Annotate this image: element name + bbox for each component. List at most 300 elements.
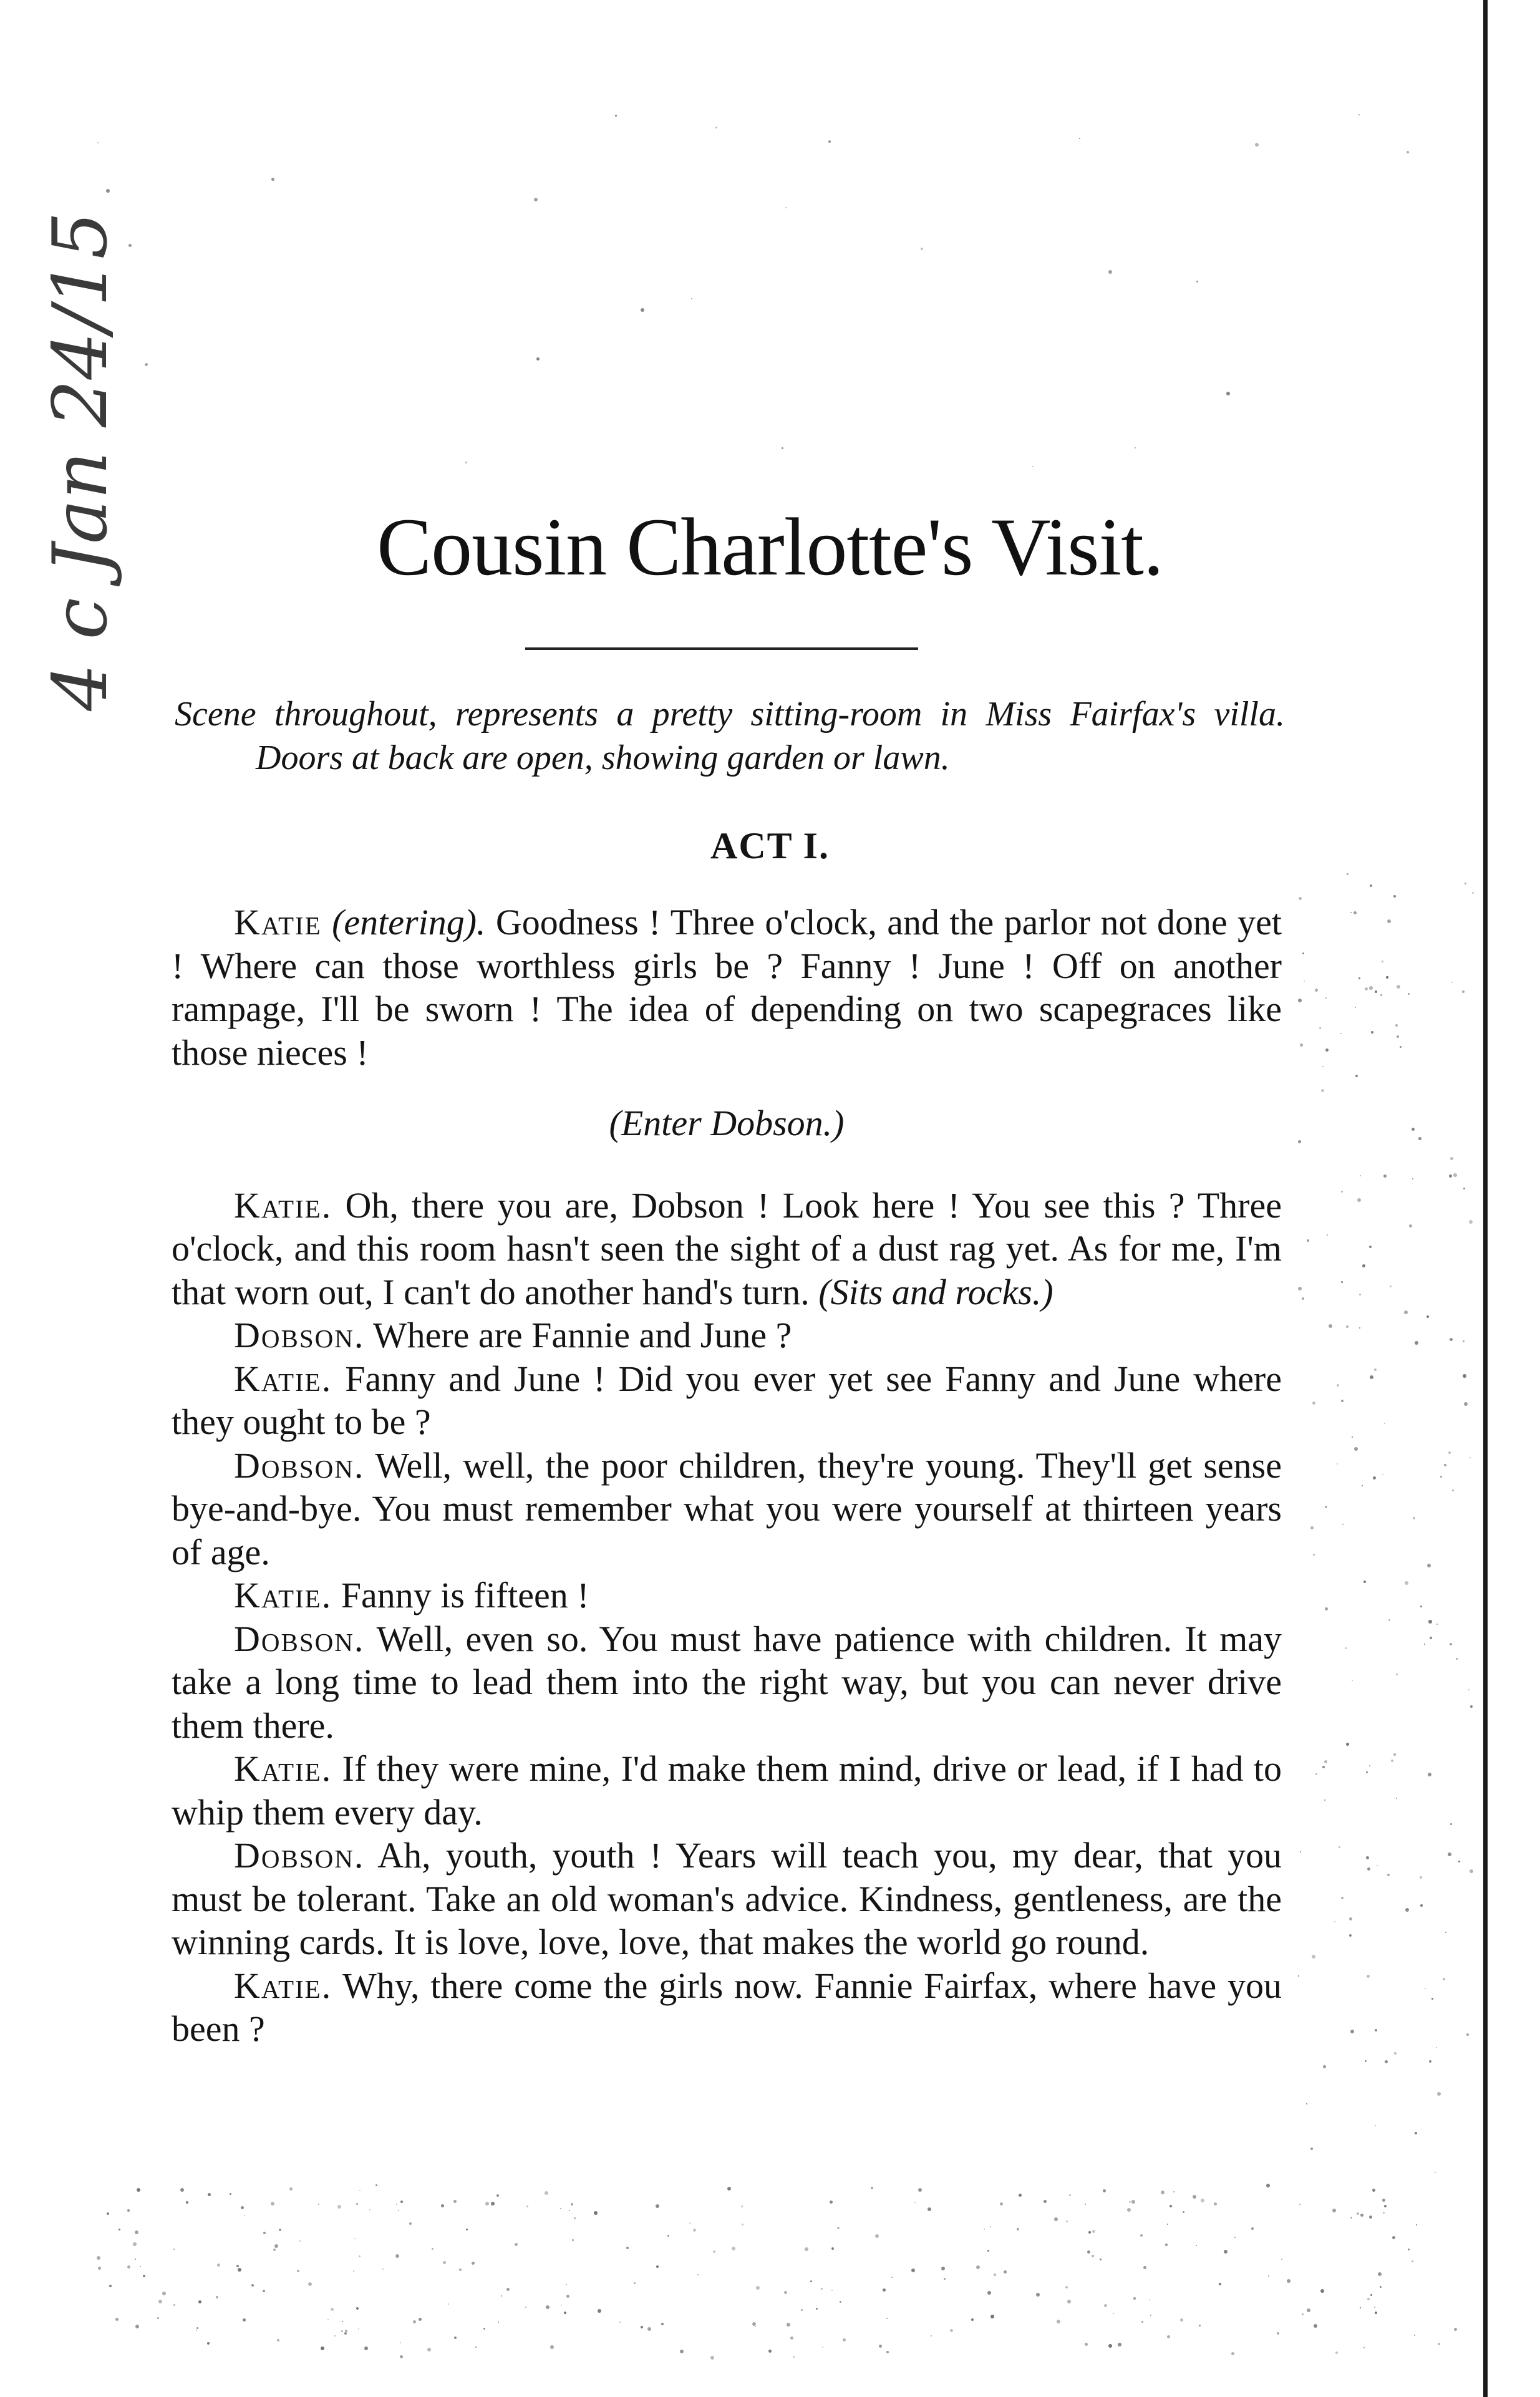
- print-speck: [318, 2204, 319, 2205]
- print-speck: [243, 2318, 246, 2322]
- print-speck: [1427, 1564, 1431, 1567]
- print-speck: [641, 2326, 643, 2328]
- print-speck: [1315, 1773, 1317, 1775]
- print-speck: [395, 2254, 399, 2258]
- print-speck: [97, 2256, 100, 2260]
- print-speck: [752, 2322, 756, 2326]
- print-speck: [358, 2328, 359, 2330]
- print-speck: [1464, 1402, 1468, 1406]
- print-speck: [1167, 2335, 1170, 2338]
- speech-text: Fanny and June ! Did you ever yet see Fanny and June where they ought to be ?: [172, 1358, 1282, 1442]
- print-speck: [1407, 151, 1409, 153]
- print-speck: [1310, 2148, 1313, 2150]
- print-speck: [918, 2188, 922, 2192]
- print-speck: [273, 2249, 276, 2251]
- print-speck: [1448, 1451, 1451, 1454]
- print-speck: [454, 2336, 457, 2339]
- print-speck: [1454, 2328, 1457, 2331]
- print-speck: [1087, 2250, 1090, 2254]
- print-speck: [1430, 1637, 1432, 1639]
- print-speck: [1350, 2217, 1352, 2219]
- print-speck: [1298, 1975, 1299, 1977]
- print-speck: [732, 2247, 735, 2250]
- print-speck: [299, 2240, 301, 2242]
- print-speck: [337, 2205, 341, 2209]
- dialogue-line: [172, 1747, 1282, 1834]
- print-speck: [1472, 892, 1474, 894]
- print-speck: [1341, 1191, 1343, 1193]
- print-speck: [1420, 1904, 1423, 1907]
- print-speck: [1387, 1874, 1390, 1876]
- print-speck: [1362, 1485, 1363, 1486]
- print-speck: [710, 2356, 714, 2360]
- print-speck: [843, 2338, 846, 2341]
- print-speck: [364, 2346, 368, 2350]
- print-speck: [1357, 2212, 1359, 2215]
- stage-direction: (entering).: [332, 902, 486, 942]
- print-speck: [297, 2270, 299, 2272]
- print-speck: [1320, 2289, 1324, 2293]
- print-speck: [1367, 1867, 1370, 1871]
- print-speck: [1385, 2060, 1388, 2063]
- print-speck: [1409, 1224, 1412, 1228]
- print-speck: [127, 2209, 130, 2212]
- print-speck: [1382, 2199, 1385, 2202]
- print-speck: [238, 2268, 241, 2272]
- print-speck: [1131, 2200, 1135, 2204]
- print-speck: [1370, 2294, 1372, 2296]
- print-speck: [1268, 2275, 1269, 2277]
- dialogue-line: [172, 1964, 1282, 2051]
- print-speck: [1322, 1066, 1324, 1067]
- print-speck: [1391, 1760, 1393, 1762]
- print-speck: [641, 308, 644, 312]
- print-speck: [944, 2278, 946, 2280]
- print-speck: [1466, 2033, 1469, 2036]
- print-speck: [801, 2309, 803, 2311]
- print-speck: [441, 2204, 444, 2207]
- print-speck: [1149, 2299, 1150, 2300]
- print-speck: [1000, 2202, 1003, 2206]
- print-speck: [831, 2290, 833, 2291]
- speaker-name: Dobson.: [234, 1618, 365, 1659]
- print-speck: [546, 2305, 550, 2309]
- print-speck: [1032, 466, 1034, 467]
- print-speck: [1085, 2204, 1086, 2205]
- print-speck: [1444, 1464, 1446, 1466]
- print-speck: [1133, 2297, 1136, 2300]
- print-speck: [1383, 1174, 1387, 1178]
- print-speck: [1281, 2259, 1282, 2260]
- print-speck: [1369, 986, 1373, 990]
- print-speck: [1405, 1908, 1409, 1912]
- page-title: Cousin Charlotte's Visit.: [377, 501, 1163, 593]
- print-speck: [432, 2248, 433, 2250]
- print-speck: [990, 2315, 994, 2318]
- print-speck: [536, 357, 540, 361]
- print-speck: [1201, 2199, 1204, 2202]
- print-speck: [1400, 1046, 1402, 1048]
- print-speck: [1396, 1798, 1397, 1799]
- print-speck: [1397, 985, 1400, 989]
- print-speck: [1329, 1324, 1332, 1328]
- print-speck: [656, 2204, 659, 2208]
- speech-text: Well, well, the poor children, they're young. They'll get sense bye-and-bye. You must remember what you were yourself at thirteen years of age.: [172, 1445, 1282, 1572]
- print-speck: [251, 2284, 254, 2287]
- print-speck: [1100, 2259, 1102, 2260]
- print-speck: [230, 2193, 231, 2195]
- print-speck: [1350, 912, 1352, 913]
- print-speck: [1380, 2286, 1382, 2288]
- print-speck: [1341, 1400, 1344, 1402]
- speaker-name: Katie.: [234, 1184, 332, 1226]
- print-speck: [1382, 961, 1383, 962]
- print-speck: [1373, 1476, 1376, 1479]
- print-speck: [1366, 1771, 1368, 1773]
- dialogue-line: [172, 1834, 1282, 1964]
- print-speck: [1456, 1658, 1458, 1660]
- print-speck: [1173, 2191, 1174, 2192]
- print-speck: [534, 198, 538, 201]
- print-speck: [1054, 2217, 1058, 2221]
- print-speck: [1321, 1089, 1324, 1092]
- print-speck: [1057, 2320, 1060, 2323]
- print-speck: [1044, 2200, 1047, 2203]
- print-speck: [127, 2265, 130, 2269]
- print-speck: [207, 2342, 210, 2345]
- print-speck: [1412, 1178, 1413, 1179]
- print-speck: [400, 2201, 403, 2203]
- print-speck: [1436, 2047, 1437, 2048]
- print-speck: [419, 2318, 422, 2321]
- print-speck: [1453, 1173, 1457, 1177]
- print-speck: [971, 2318, 974, 2321]
- print-speck: [1360, 2214, 1363, 2217]
- print-speck: [1428, 1773, 1431, 1776]
- speaker-name: Dobson.: [234, 1315, 365, 1355]
- print-speck: [1085, 2343, 1088, 2346]
- print-speck: [491, 2202, 495, 2206]
- print-speck: [1300, 1044, 1303, 1047]
- print-speck: [1431, 1998, 1433, 2000]
- speech-text: Well, even so. You must have patience with children. It may take a long time to lead them into the right way, but you can never drive them there.: [172, 1618, 1282, 1746]
- print-speck: [1394, 2052, 1397, 2055]
- print-speck: [927, 2207, 931, 2211]
- print-speck: [1304, 981, 1305, 982]
- print-speck: [1412, 2260, 1413, 2262]
- print-speck: [1354, 1447, 1358, 1451]
- print-speck: [244, 2215, 245, 2216]
- print-speck: [1325, 1607, 1328, 1610]
- print-speck: [619, 2322, 621, 2323]
- print-speck: [162, 2292, 166, 2295]
- print-speck: [545, 2191, 548, 2195]
- print-speck: [1306, 2103, 1307, 2104]
- print-speck: [680, 2350, 684, 2353]
- print-speck: [1420, 1876, 1422, 1879]
- print-speck: [1067, 2300, 1071, 2303]
- print-speck: [987, 2291, 991, 2295]
- print-speck: [128, 244, 132, 247]
- print-speck: [1104, 2304, 1107, 2307]
- print-speck: [787, 2323, 790, 2327]
- print-speck: [274, 2244, 278, 2248]
- print-speck: [1307, 1239, 1309, 1242]
- print-speck: [145, 363, 148, 366]
- print-speck: [353, 2270, 354, 2272]
- print-speck: [569, 2210, 570, 2211]
- print-speck: [1384, 1423, 1385, 1424]
- print-speck: [515, 2243, 518, 2246]
- print-speck: [1450, 1823, 1452, 1825]
- print-speck: [137, 2188, 140, 2192]
- scene-description: Scene throughout, represents a pretty sitting-room in Miss Fairfax's villa. Doors at back are open, showing garden or lawn.: [175, 695, 1285, 777]
- print-speck: [1310, 1526, 1314, 1529]
- print-speck: [1214, 2202, 1217, 2206]
- print-speck: [1452, 1489, 1454, 1491]
- print-speck: [465, 462, 467, 463]
- print-speck: [571, 2203, 573, 2206]
- print-speck: [1440, 1476, 1442, 1478]
- print-speck: [1436, 1624, 1438, 1625]
- print-speck: [1088, 2231, 1091, 2234]
- dialogue-line: [172, 1444, 1282, 1574]
- print-speck: [1470, 1869, 1473, 1873]
- print-speck: [427, 2348, 431, 2351]
- print-speck: [1180, 2318, 1183, 2322]
- print-speck: [443, 2261, 446, 2264]
- print-speck: [396, 2204, 397, 2205]
- print-speck: [1435, 2172, 1436, 2173]
- print-speck: [1382, 1474, 1383, 1475]
- print-speck: [830, 2201, 833, 2204]
- print-speck: [135, 2230, 138, 2234]
- dialogue-line: [172, 1617, 1282, 1748]
- print-speck: [1359, 1294, 1361, 1295]
- print-speck: [1352, 1680, 1353, 1681]
- print-speck: [560, 2208, 561, 2209]
- print-speck: [1375, 2312, 1377, 2314]
- print-speck: [1069, 2194, 1071, 2196]
- print-speck: [768, 2350, 772, 2353]
- print-speck: [691, 298, 692, 299]
- print-speck: [1161, 2191, 1165, 2194]
- print-speck: [1360, 2307, 1361, 2308]
- dialogue-line: [172, 1314, 1282, 1357]
- print-speck: [448, 2303, 449, 2305]
- print-speck: [931, 2335, 932, 2336]
- print-speck: [566, 2295, 569, 2298]
- print-speck: [950, 2329, 953, 2332]
- print-speck: [180, 2188, 184, 2192]
- print-speck: [97, 142, 99, 143]
- print-speck: [1369, 1246, 1372, 1248]
- print-speck: [98, 2267, 101, 2270]
- speech-text: Oh, there you are, Dobson ! Look here ! You see this ? Three o'clock, and this room hasn't seen the sight of a dust rag yet. As for me, I'm that worn out, I can't do another hand's turn.: [172, 1184, 1282, 1312]
- print-speck: [1469, 1220, 1473, 1224]
- print-speck: [359, 2255, 361, 2257]
- print-speck: [1325, 1048, 1329, 1052]
- print-speck: [1366, 1856, 1369, 1859]
- print-speck: [1350, 2030, 1354, 2033]
- print-speck: [119, 2229, 120, 2230]
- print-speck: [135, 2325, 139, 2328]
- print-speck: [1092, 2255, 1094, 2257]
- print-speck: [236, 2265, 239, 2267]
- print-speck: [1383, 2212, 1385, 2214]
- opening-paragraph: [172, 901, 1282, 1074]
- speech-text: If they were mine, I'd make them mind, drive or lead, if I had to whip them every day.: [172, 1748, 1282, 1833]
- print-speck: [1342, 1524, 1344, 1525]
- print-speck: [1387, 919, 1391, 923]
- print-speck: [1384, 2205, 1387, 2207]
- print-speck: [1199, 2325, 1201, 2327]
- print-speck: [1298, 1287, 1302, 1291]
- print-speck: [1470, 1457, 1471, 1458]
- print-speck: [277, 2339, 279, 2341]
- print-speck: [1463, 1188, 1465, 1189]
- print-speck: [1325, 1506, 1327, 1508]
- print-speck: [647, 2327, 651, 2331]
- print-speck: [107, 2212, 109, 2215]
- print-speck: [1429, 2060, 1431, 2063]
- print-speck: [1108, 270, 1112, 274]
- print-speck: [1465, 883, 1466, 884]
- print-speck: [594, 2211, 598, 2215]
- print-speck: [342, 2321, 343, 2322]
- print-speck: [984, 2229, 985, 2230]
- print-speck: [1143, 2266, 1146, 2269]
- stage-direction: (Sits and rocks.): [818, 1271, 1053, 1312]
- print-speck: [1450, 1643, 1452, 1645]
- print-speck: [135, 2259, 136, 2260]
- print-speck: [1345, 1647, 1347, 1649]
- print-speck: [1266, 2184, 1270, 2187]
- print-speck: [1438, 2343, 1440, 2345]
- print-speck: [321, 2346, 324, 2350]
- print-speck: [289, 2187, 293, 2191]
- print-speck: [1367, 2298, 1370, 2300]
- print-speck: [1355, 1007, 1356, 1008]
- print-speck: [1302, 2313, 1304, 2315]
- print-speck: [308, 2282, 312, 2286]
- print-speck: [1369, 2215, 1372, 2219]
- print-speck: [828, 140, 831, 143]
- print-speck: [1363, 2347, 1365, 2348]
- print-speck: [1352, 1436, 1353, 1438]
- print-speck: [697, 2274, 699, 2275]
- print-speck: [1312, 1402, 1315, 1405]
- print-speck: [1463, 1374, 1466, 1378]
- handwritten-margin-note: 4 c Jan 24/15: [37, 211, 124, 711]
- speech-text: Goodness ! Three o'clock, and the parlor not done yet ! Where can those worthless girls be ? Fanny ! June ! Off on another rampage, I'll be sworn ! The idea of depending on two scapegraces like those nieces !: [172, 902, 1282, 1073]
- print-speck: [375, 2184, 377, 2186]
- print-speck: [196, 2330, 197, 2331]
- print-speck: [279, 2229, 281, 2231]
- print-speck: [1396, 1673, 1398, 1675]
- print-speck: [1193, 2195, 1196, 2199]
- print-speck: [741, 2206, 743, 2207]
- print-speck: [831, 2247, 834, 2250]
- print-speck: [727, 2187, 731, 2191]
- dialogue-line: [172, 1357, 1282, 1444]
- print-speck: [1365, 987, 1368, 990]
- print-speck: [1324, 1799, 1325, 1801]
- print-speck: [1129, 2201, 1131, 2203]
- print-speck: [413, 2320, 416, 2323]
- print-speck: [1349, 1934, 1352, 1937]
- print-speck: [1420, 1605, 1422, 1607]
- print-speck: [1450, 1338, 1453, 1341]
- print-speck: [498, 2322, 499, 2323]
- print-speck: [883, 2288, 886, 2292]
- print-speck: [1226, 392, 1230, 395]
- print-speck: [1443, 1978, 1445, 1980]
- print-speck: [158, 2300, 162, 2303]
- print-speck: [921, 248, 923, 250]
- print-speck: [1378, 2272, 1382, 2276]
- print-speck: [1380, 994, 1382, 996]
- print-speck: [1371, 1031, 1373, 1034]
- print-speck: [1325, 997, 1327, 999]
- print-speck: [1390, 1286, 1392, 1287]
- print-speck: [1424, 1644, 1425, 1645]
- print-speck: [886, 2318, 888, 2319]
- speech-text: Why, there come the girls now. Fannie Fairfax, where have you been ?: [172, 1965, 1282, 2049]
- print-speck: [1408, 2249, 1410, 2250]
- print-speck: [816, 2308, 818, 2310]
- print-speck: [661, 2323, 664, 2325]
- print-speck: [1358, 114, 1360, 115]
- print-speck: [1118, 2343, 1121, 2346]
- print-speck: [634, 2282, 636, 2284]
- print-speck: [1468, 1689, 1470, 1690]
- print-speck: [1341, 1281, 1343, 1283]
- print-speck: [1323, 2065, 1326, 2068]
- print-speck: [1287, 2279, 1291, 2283]
- print-speck: [1335, 2351, 1338, 2354]
- print-speck: [790, 2336, 793, 2340]
- print-speck: [1251, 2227, 1254, 2230]
- print-speck: [782, 447, 783, 449]
- print-speck: [1426, 1315, 1429, 1318]
- print-speck: [1437, 2092, 1441, 2096]
- print-speck: [1372, 2189, 1375, 2192]
- speech-text: Ah, youth, youth ! Years will teach you, my dear, that you must be tolerant. Take an old woman's advice. Kindness, gentleness, are the winning cards. It is love, love, love, that makes the world go round.: [172, 1835, 1282, 1962]
- print-speck: [1017, 2228, 1019, 2230]
- print-speck: [506, 2288, 510, 2291]
- print-speck: [485, 2202, 489, 2206]
- print-speck: [1397, 1035, 1399, 1038]
- print-speck: [526, 2206, 528, 2207]
- print-speck: [1448, 1852, 1451, 1856]
- print-speck: [886, 2351, 889, 2353]
- print-speck: [821, 2288, 823, 2290]
- print-speck: [1312, 1955, 1315, 1959]
- print-speck: [1414, 2335, 1415, 2336]
- print-speck: [793, 2356, 795, 2358]
- print-speck: [140, 2266, 141, 2267]
- print-speck: [173, 2304, 175, 2306]
- print-speck: [756, 2286, 760, 2290]
- print-speck: [1393, 1753, 1396, 1756]
- print-speck: [1313, 1554, 1315, 1556]
- print-speck: [466, 2229, 468, 2230]
- print-speck: [1150, 2315, 1151, 2316]
- print-speck: [400, 2355, 403, 2358]
- print-speck: [550, 2345, 554, 2349]
- print-speck: [1108, 2344, 1112, 2348]
